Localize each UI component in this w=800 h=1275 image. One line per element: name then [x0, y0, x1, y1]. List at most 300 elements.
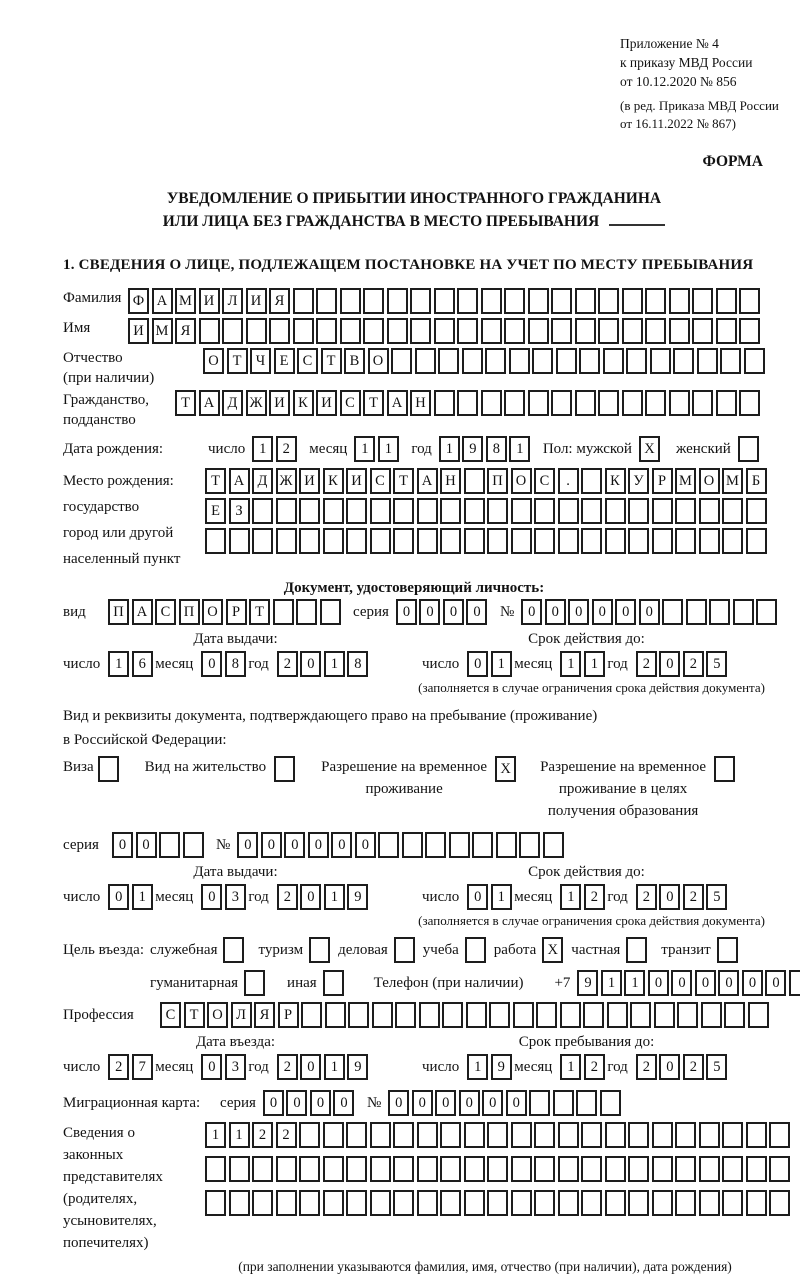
- form-cell[interactable]: С: [340, 390, 361, 416]
- form-cell[interactable]: [299, 1156, 320, 1182]
- form-cell[interactable]: [346, 1156, 367, 1182]
- form-cell[interactable]: [756, 599, 777, 625]
- form-cell[interactable]: [487, 1156, 508, 1182]
- form-cell[interactable]: 2: [276, 1122, 297, 1148]
- form-cell[interactable]: [551, 288, 572, 314]
- form-cell[interactable]: Р: [278, 1002, 299, 1028]
- form-cell[interactable]: [301, 1002, 322, 1028]
- form-cell[interactable]: [410, 288, 431, 314]
- form-cell[interactable]: [692, 318, 713, 344]
- form-cell[interactable]: [346, 1190, 367, 1216]
- form-cell[interactable]: [701, 1002, 722, 1028]
- form-cell[interactable]: 2: [277, 651, 298, 677]
- form-cell[interactable]: 9: [462, 436, 483, 462]
- form-cell[interactable]: [630, 1002, 651, 1028]
- form-cell[interactable]: [598, 288, 619, 314]
- form-cell[interactable]: [276, 1190, 297, 1216]
- form-cell[interactable]: 0: [112, 832, 133, 858]
- form-cell[interactable]: 0: [237, 832, 258, 858]
- form-cell[interactable]: [387, 318, 408, 344]
- form-cell[interactable]: О: [699, 468, 720, 494]
- form-cell[interactable]: Ф: [128, 288, 149, 314]
- form-cell[interactable]: [686, 599, 707, 625]
- form-cell[interactable]: Т: [321, 348, 342, 374]
- form-cell[interactable]: [442, 1002, 463, 1028]
- form-cell[interactable]: [654, 1002, 675, 1028]
- form-cell[interactable]: И: [316, 390, 337, 416]
- form-cell[interactable]: А: [199, 390, 220, 416]
- form-cell[interactable]: [581, 528, 602, 554]
- form-cell[interactable]: [600, 1090, 621, 1116]
- form-cell[interactable]: [370, 498, 391, 524]
- form-cell[interactable]: [402, 832, 423, 858]
- form-cell[interactable]: 9: [347, 1054, 368, 1080]
- form-cell[interactable]: [323, 1156, 344, 1182]
- form-cell[interactable]: [519, 832, 540, 858]
- form-cell[interactable]: 0: [545, 599, 566, 625]
- form-cell[interactable]: 1: [108, 651, 129, 677]
- form-cell[interactable]: 1: [252, 436, 273, 462]
- form-cell[interactable]: [558, 498, 579, 524]
- form-cell[interactable]: [722, 1122, 743, 1148]
- form-cell[interactable]: [205, 528, 226, 554]
- form-cell[interactable]: [393, 498, 414, 524]
- form-cell[interactable]: 0: [300, 651, 321, 677]
- form-cell[interactable]: Т: [205, 468, 226, 494]
- form-cell[interactable]: [370, 1156, 391, 1182]
- form-cell[interactable]: [603, 348, 624, 374]
- form-cell[interactable]: [581, 498, 602, 524]
- form-cell[interactable]: [722, 498, 743, 524]
- form-cell[interactable]: И: [269, 390, 290, 416]
- form-cell[interactable]: [575, 288, 596, 314]
- form-cell[interactable]: [628, 1122, 649, 1148]
- form-cell[interactable]: 9: [491, 1054, 512, 1080]
- form-cell[interactable]: 0: [300, 1054, 321, 1080]
- form-cell[interactable]: [605, 528, 626, 554]
- form-cell[interactable]: [393, 528, 414, 554]
- form-cell[interactable]: [205, 1156, 226, 1182]
- form-cell[interactable]: [581, 468, 602, 494]
- form-cell[interactable]: С: [160, 1002, 181, 1028]
- form-cell[interactable]: [534, 1122, 555, 1148]
- form-cell[interactable]: [558, 1156, 579, 1182]
- form-cell[interactable]: [487, 498, 508, 524]
- form-cell[interactable]: [513, 1002, 534, 1028]
- form-cell[interactable]: 1: [584, 651, 605, 677]
- form-cell[interactable]: 0: [521, 599, 542, 625]
- form-cell[interactable]: [417, 1156, 438, 1182]
- form-cell[interactable]: С: [297, 348, 318, 374]
- form-cell[interactable]: [417, 528, 438, 554]
- form-cell[interactable]: [652, 1156, 673, 1182]
- form-cell[interactable]: [699, 1122, 720, 1148]
- form-cell[interactable]: [746, 498, 767, 524]
- form-cell[interactable]: [673, 348, 694, 374]
- form-cell[interactable]: 0: [355, 832, 376, 858]
- form-cell[interactable]: [558, 1190, 579, 1216]
- form-cell[interactable]: [504, 318, 525, 344]
- form-cell[interactable]: [346, 498, 367, 524]
- form-cell[interactable]: [511, 1122, 532, 1148]
- form-cell[interactable]: М: [175, 288, 196, 314]
- form-cell[interactable]: П: [487, 468, 508, 494]
- form-cell[interactable]: 0: [568, 599, 589, 625]
- form-cell[interactable]: [716, 390, 737, 416]
- form-cell[interactable]: 1: [439, 436, 460, 462]
- form-cell[interactable]: [183, 832, 204, 858]
- form-cell[interactable]: [581, 1122, 602, 1148]
- form-cell[interactable]: [628, 1190, 649, 1216]
- form-cell[interactable]: А: [229, 468, 250, 494]
- form-cell[interactable]: [675, 498, 696, 524]
- form-cell[interactable]: [395, 1002, 416, 1028]
- form-cell[interactable]: Л: [222, 288, 243, 314]
- form-cell[interactable]: 0: [671, 970, 692, 996]
- form-cell[interactable]: О: [511, 468, 532, 494]
- form-cell[interactable]: М: [722, 468, 743, 494]
- form-cell[interactable]: [645, 390, 666, 416]
- form-cell[interactable]: [576, 1090, 597, 1116]
- form-cell[interactable]: [699, 1190, 720, 1216]
- form-cell[interactable]: [346, 528, 367, 554]
- form-cell[interactable]: .: [558, 468, 579, 494]
- form-cell[interactable]: О: [203, 348, 224, 374]
- form-cell[interactable]: 0: [308, 832, 329, 858]
- other-checkbox[interactable]: [323, 970, 344, 996]
- form-cell[interactable]: [434, 318, 455, 344]
- form-cell[interactable]: Ч: [250, 348, 271, 374]
- form-cell[interactable]: 0: [742, 970, 763, 996]
- form-cell[interactable]: [605, 1190, 626, 1216]
- visa-checkbox[interactable]: [98, 756, 119, 782]
- form-cell[interactable]: [449, 832, 470, 858]
- study-checkbox[interactable]: [465, 937, 486, 963]
- form-cell[interactable]: 0: [659, 884, 680, 910]
- form-cell[interactable]: 9: [347, 884, 368, 910]
- form-cell[interactable]: [622, 318, 643, 344]
- form-cell[interactable]: И: [299, 468, 320, 494]
- form-cell[interactable]: [434, 390, 455, 416]
- form-cell[interactable]: [496, 832, 517, 858]
- form-cell[interactable]: [320, 599, 341, 625]
- form-cell[interactable]: О: [202, 599, 223, 625]
- form-cell[interactable]: [363, 288, 384, 314]
- form-cell[interactable]: 1: [378, 436, 399, 462]
- form-cell[interactable]: А: [132, 599, 153, 625]
- form-cell[interactable]: 2: [683, 884, 704, 910]
- form-cell[interactable]: [481, 318, 502, 344]
- form-cell[interactable]: [534, 498, 555, 524]
- form-cell[interactable]: [529, 1090, 550, 1116]
- form-cell[interactable]: С: [155, 599, 176, 625]
- form-cell[interactable]: [504, 390, 525, 416]
- temporary-residence-checkbox[interactable]: X: [495, 756, 516, 782]
- form-cell[interactable]: [464, 468, 485, 494]
- form-cell[interactable]: [528, 390, 549, 416]
- form-cell[interactable]: 1: [560, 884, 581, 910]
- form-cell[interactable]: [739, 288, 760, 314]
- form-cell[interactable]: 8: [225, 651, 246, 677]
- form-cell[interactable]: [605, 498, 626, 524]
- form-cell[interactable]: Ж: [276, 468, 297, 494]
- form-cell[interactable]: 0: [108, 884, 129, 910]
- form-cell[interactable]: Р: [226, 599, 247, 625]
- form-cell[interactable]: 0: [695, 970, 716, 996]
- form-cell[interactable]: 5: [706, 884, 727, 910]
- form-cell[interactable]: Е: [274, 348, 295, 374]
- form-cell[interactable]: [425, 832, 446, 858]
- form-cell[interactable]: 0: [263, 1090, 284, 1116]
- form-cell[interactable]: [323, 1122, 344, 1148]
- form-cell[interactable]: [652, 1190, 673, 1216]
- form-cell[interactable]: [662, 599, 683, 625]
- form-cell[interactable]: К: [323, 468, 344, 494]
- form-cell[interactable]: [605, 1122, 626, 1148]
- form-cell[interactable]: 2: [277, 884, 298, 910]
- form-cell[interactable]: Т: [184, 1002, 205, 1028]
- form-cell[interactable]: [340, 318, 361, 344]
- form-cell[interactable]: М: [675, 468, 696, 494]
- form-cell[interactable]: [348, 1002, 369, 1028]
- form-cell[interactable]: [417, 1190, 438, 1216]
- form-cell[interactable]: 2: [584, 1054, 605, 1080]
- form-cell[interactable]: [370, 528, 391, 554]
- form-cell[interactable]: [299, 528, 320, 554]
- form-cell[interactable]: [769, 1156, 790, 1182]
- residence-permit-checkbox[interactable]: [274, 756, 295, 782]
- form-cell[interactable]: [370, 1190, 391, 1216]
- form-cell[interactable]: [607, 1002, 628, 1028]
- form-cell[interactable]: [417, 1122, 438, 1148]
- form-cell[interactable]: [534, 528, 555, 554]
- form-cell[interactable]: 8: [486, 436, 507, 462]
- form-cell[interactable]: А: [417, 468, 438, 494]
- form-cell[interactable]: [511, 1156, 532, 1182]
- business-checkbox[interactable]: [394, 937, 415, 963]
- form-cell[interactable]: [581, 1156, 602, 1182]
- form-cell[interactable]: Т: [227, 348, 248, 374]
- form-cell[interactable]: [598, 318, 619, 344]
- form-cell[interactable]: В: [344, 348, 365, 374]
- form-cell[interactable]: [229, 528, 250, 554]
- form-cell[interactable]: Д: [222, 390, 243, 416]
- form-cell[interactable]: 0: [333, 1090, 354, 1116]
- form-cell[interactable]: 0: [506, 1090, 527, 1116]
- form-cell[interactable]: [579, 348, 600, 374]
- form-cell[interactable]: [628, 1156, 649, 1182]
- form-cell[interactable]: [628, 528, 649, 554]
- form-cell[interactable]: 1: [560, 651, 581, 677]
- form-cell[interactable]: [556, 348, 577, 374]
- form-cell[interactable]: [560, 1002, 581, 1028]
- form-cell[interactable]: 1: [509, 436, 530, 462]
- form-cell[interactable]: [487, 1122, 508, 1148]
- form-cell[interactable]: [650, 348, 671, 374]
- form-cell[interactable]: [675, 528, 696, 554]
- form-cell[interactable]: [532, 348, 553, 374]
- form-cell[interactable]: [487, 1190, 508, 1216]
- form-cell[interactable]: [739, 318, 760, 344]
- form-cell[interactable]: 1: [324, 884, 345, 910]
- form-cell[interactable]: [699, 528, 720, 554]
- form-cell[interactable]: [697, 348, 718, 374]
- form-cell[interactable]: 0: [615, 599, 636, 625]
- form-cell[interactable]: [709, 599, 730, 625]
- form-cell[interactable]: [457, 390, 478, 416]
- form-cell[interactable]: [464, 498, 485, 524]
- form-cell[interactable]: [746, 1122, 767, 1148]
- form-cell[interactable]: [534, 1156, 555, 1182]
- form-cell[interactable]: [720, 348, 741, 374]
- form-cell[interactable]: И: [128, 318, 149, 344]
- form-cell[interactable]: 5: [706, 651, 727, 677]
- form-cell[interactable]: Н: [410, 390, 431, 416]
- form-cell[interactable]: 0: [718, 970, 739, 996]
- form-cell[interactable]: 8: [347, 651, 368, 677]
- form-cell[interactable]: О: [207, 1002, 228, 1028]
- form-cell[interactable]: С: [370, 468, 391, 494]
- form-cell[interactable]: [252, 1156, 273, 1182]
- form-cell[interactable]: [481, 390, 502, 416]
- temporary-residence-education-checkbox[interactable]: [714, 756, 735, 782]
- form-cell[interactable]: Е: [205, 498, 226, 524]
- form-cell[interactable]: 2: [584, 884, 605, 910]
- work-checkbox[interactable]: X: [542, 937, 563, 963]
- form-cell[interactable]: [273, 599, 294, 625]
- official-checkbox[interactable]: [223, 937, 244, 963]
- form-cell[interactable]: [598, 390, 619, 416]
- form-cell[interactable]: [575, 318, 596, 344]
- form-cell[interactable]: 7: [132, 1054, 153, 1080]
- form-cell[interactable]: 0: [300, 884, 321, 910]
- form-cell[interactable]: 0: [261, 832, 282, 858]
- form-cell[interactable]: [393, 1156, 414, 1182]
- form-cell[interactable]: 0: [388, 1090, 409, 1116]
- form-cell[interactable]: [716, 288, 737, 314]
- form-cell[interactable]: [457, 318, 478, 344]
- form-cell[interactable]: Д: [252, 468, 273, 494]
- form-cell[interactable]: [733, 599, 754, 625]
- form-cell[interactable]: 0: [331, 832, 352, 858]
- form-cell[interactable]: И: [246, 288, 267, 314]
- form-cell[interactable]: М: [152, 318, 173, 344]
- form-cell[interactable]: [551, 390, 572, 416]
- form-cell[interactable]: Р: [652, 468, 673, 494]
- form-cell[interactable]: Т: [363, 390, 384, 416]
- form-cell[interactable]: [551, 318, 572, 344]
- form-cell[interactable]: А: [387, 390, 408, 416]
- form-cell[interactable]: [716, 318, 737, 344]
- form-cell[interactable]: 0: [201, 884, 222, 910]
- form-cell[interactable]: 1: [354, 436, 375, 462]
- form-cell[interactable]: [746, 1156, 767, 1182]
- form-cell[interactable]: [419, 1002, 440, 1028]
- form-cell[interactable]: [692, 288, 713, 314]
- form-cell[interactable]: [675, 1122, 696, 1148]
- form-cell[interactable]: [769, 1190, 790, 1216]
- form-cell[interactable]: Я: [254, 1002, 275, 1028]
- form-cell[interactable]: [769, 1122, 790, 1148]
- form-cell[interactable]: [299, 1190, 320, 1216]
- form-cell[interactable]: [325, 1002, 346, 1028]
- form-cell[interactable]: [669, 390, 690, 416]
- form-cell[interactable]: [252, 1190, 273, 1216]
- form-cell[interactable]: 1: [560, 1054, 581, 1080]
- form-cell[interactable]: [558, 1122, 579, 1148]
- form-cell[interactable]: [746, 528, 767, 554]
- form-cell[interactable]: [205, 1190, 226, 1216]
- form-cell[interactable]: 2: [276, 436, 297, 462]
- form-cell[interactable]: 0: [639, 599, 660, 625]
- form-cell[interactable]: [229, 1156, 250, 1182]
- form-cell[interactable]: 0: [419, 599, 440, 625]
- form-cell[interactable]: 1: [324, 1054, 345, 1080]
- form-cell[interactable]: Т: [175, 390, 196, 416]
- form-cell[interactable]: [645, 318, 666, 344]
- form-cell[interactable]: 6: [132, 651, 153, 677]
- form-cell[interactable]: [293, 318, 314, 344]
- form-cell[interactable]: [316, 288, 337, 314]
- form-cell[interactable]: [363, 318, 384, 344]
- form-cell[interactable]: [417, 498, 438, 524]
- form-cell[interactable]: [440, 1156, 461, 1182]
- form-cell[interactable]: [534, 1190, 555, 1216]
- form-cell[interactable]: 1: [491, 651, 512, 677]
- form-cell[interactable]: [464, 528, 485, 554]
- form-cell[interactable]: 0: [136, 832, 157, 858]
- transit-checkbox[interactable]: [717, 937, 738, 963]
- form-cell[interactable]: [391, 348, 412, 374]
- form-cell[interactable]: [652, 528, 673, 554]
- sex-female-checkbox[interactable]: [738, 436, 759, 462]
- form-cell[interactable]: [269, 318, 290, 344]
- form-cell[interactable]: [489, 1002, 510, 1028]
- form-cell[interactable]: [415, 348, 436, 374]
- form-cell[interactable]: [323, 498, 344, 524]
- form-cell[interactable]: [372, 1002, 393, 1028]
- form-cell[interactable]: 3: [225, 884, 246, 910]
- form-cell[interactable]: [340, 288, 361, 314]
- form-cell[interactable]: 1: [132, 884, 153, 910]
- form-cell[interactable]: 0: [286, 1090, 307, 1116]
- form-cell[interactable]: 0: [396, 599, 417, 625]
- form-cell[interactable]: 2: [252, 1122, 273, 1148]
- form-cell[interactable]: [511, 498, 532, 524]
- form-cell[interactable]: [504, 288, 525, 314]
- form-cell[interactable]: [789, 970, 800, 996]
- form-cell[interactable]: И: [346, 468, 367, 494]
- form-cell[interactable]: [628, 498, 649, 524]
- form-cell[interactable]: 2: [683, 651, 704, 677]
- form-cell[interactable]: [669, 288, 690, 314]
- form-cell[interactable]: [675, 1190, 696, 1216]
- form-cell[interactable]: К: [293, 390, 314, 416]
- form-cell[interactable]: [528, 288, 549, 314]
- form-cell[interactable]: 2: [108, 1054, 129, 1080]
- form-cell[interactable]: [626, 348, 647, 374]
- form-cell[interactable]: [464, 1156, 485, 1182]
- form-cell[interactable]: Н: [440, 468, 461, 494]
- form-cell[interactable]: [622, 390, 643, 416]
- form-cell[interactable]: [464, 1190, 485, 1216]
- form-cell[interactable]: [622, 288, 643, 314]
- form-cell[interactable]: [699, 498, 720, 524]
- form-cell[interactable]: [692, 390, 713, 416]
- form-cell[interactable]: 1: [624, 970, 645, 996]
- form-cell[interactable]: [199, 318, 220, 344]
- form-cell[interactable]: [485, 348, 506, 374]
